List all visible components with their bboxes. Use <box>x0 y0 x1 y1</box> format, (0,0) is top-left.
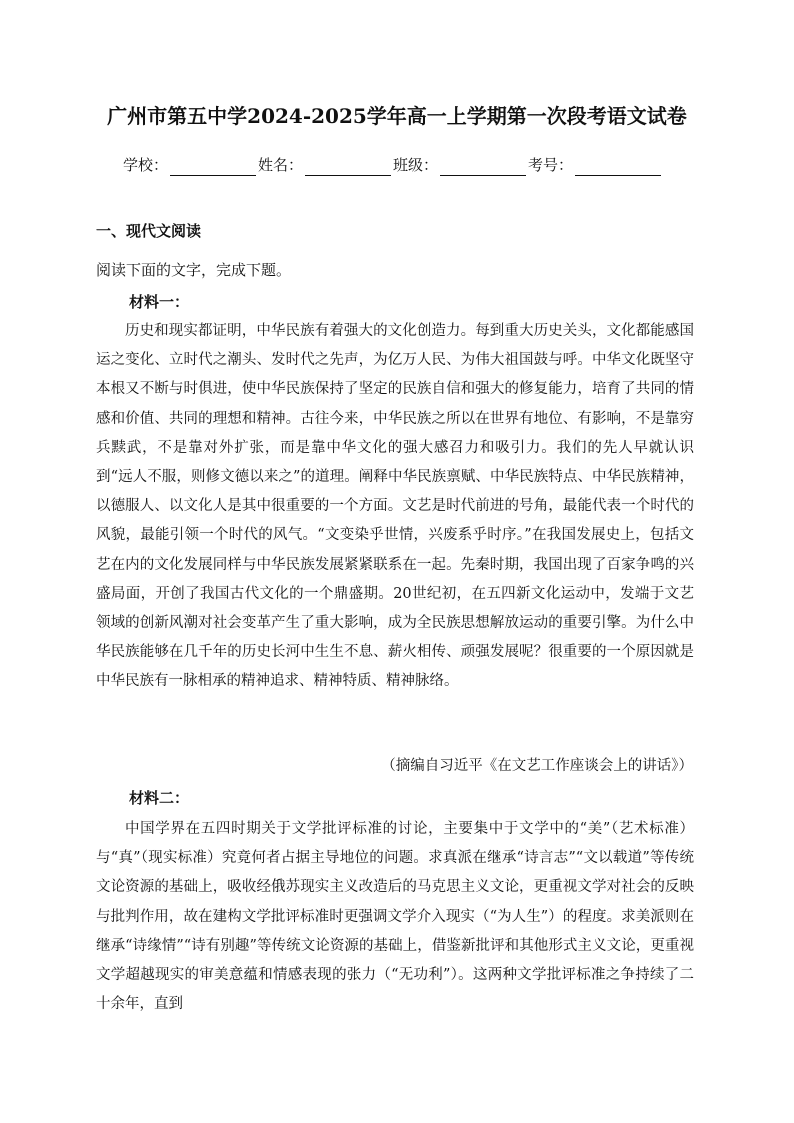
reading-instruction: 阅读下面的文字，完成下题。 <box>96 261 292 279</box>
name-field <box>258 154 393 176</box>
class-blank[interactable] <box>440 155 526 176</box>
student-info-line <box>123 150 663 176</box>
material-one-source: （摘编自习近平《在文艺工作座谈会上的讲话》） <box>381 758 693 774</box>
school-field <box>123 154 258 176</box>
section-heading: 一、现代文阅读 <box>96 222 202 240</box>
material-two-label: 材料二： <box>129 789 190 807</box>
exam-title: 广州市第五中学2024-2025学年高一上学期第一次段考语文试卷 <box>107 104 687 128</box>
school-label: 学校： <box>123 156 169 174</box>
class-field <box>393 154 528 176</box>
number-field <box>528 154 663 176</box>
name-label: 姓名： <box>258 156 304 174</box>
number-label: 考号： <box>528 156 574 174</box>
material-one-text: 历史和现实都证明，中华民族有着强大的文化创造力。每到重大历史关头，文化都能感国运之变化、立时代之潮头、发时代之先声，为亿万人民、为伟大祖国鼓与呼。中华文化既坚守本根又不断与时俱进，使中华民族保持了坚定的民族自信和强大的修复能力，培育了共同的情感和价值、共同的理想和精神。古往今来，中华民族之所以在世界有地位、有影响，不是靠穷兵黩武，不是靠对外扩张，而是靠中华文化的强大感召力和吸引力。我们的先人早就认识到“远人不服，则修文德以来之”的道理。阐释中华民族禀赋、中华民族特点、中华民族精神，以德服人、以文化人是其中很重要的一个方面。文艺是时代前进的号角，最能代表一个时代的风貌，最能引领一个时代的风气。“文变染乎世情，兴废系乎时序。”在我国发展史上，包括文艺在内的文化发展同样与中华民族发展紧紧联系在一起。先秦时期，我国出现了百家争鸣的兴盛局面，开创了我国古代文化的一个鼎盛期。20世纪初，在五四新文化运动中，发端于文艺领域的创新风潮对社会变革产生了重大影响，成为全民族思想解放运动的重要引擎。为什么中华民族能够在几千年的历史长河中生生不息、薪火相传、顽强发展呢？很重要的一个原因就是中华民族有一脉相承的精神追求、精神特质、精神脉络。 <box>96 323 694 690</box>
class-label: 班级： <box>393 156 439 174</box>
material-two-text: 中国学界在五四时期关于文学批评标准的讨论，主要集中于文学中的“美”（艺术标准）与“真”（现实标准）究竟何者占据主导地位的问题。求真派在继承“诗言志”“文以载道”等传统文论资源的基础上，吸收经俄苏现实主义改造后的马克思主义文论，更重视文学对社会的反映与批判作用，故在建构文学批评标准时更强调文学介入现实（“为人生”）的程度。求美派则在继承“诗缘情”“诗有别趣”等传统文论资源的基础上，借鉴新批评和其他形式主义文论，更重视文学超越现实的审美意蕴和情感表现的张力（“无功利”）。这两种文学批评标准之争持续了二十余年，直到 <box>96 821 694 1013</box>
material-one-label: 材料一： <box>129 293 190 311</box>
name-blank[interactable] <box>305 155 391 176</box>
number-blank[interactable] <box>575 155 661 176</box>
school-blank[interactable] <box>170 155 256 176</box>
